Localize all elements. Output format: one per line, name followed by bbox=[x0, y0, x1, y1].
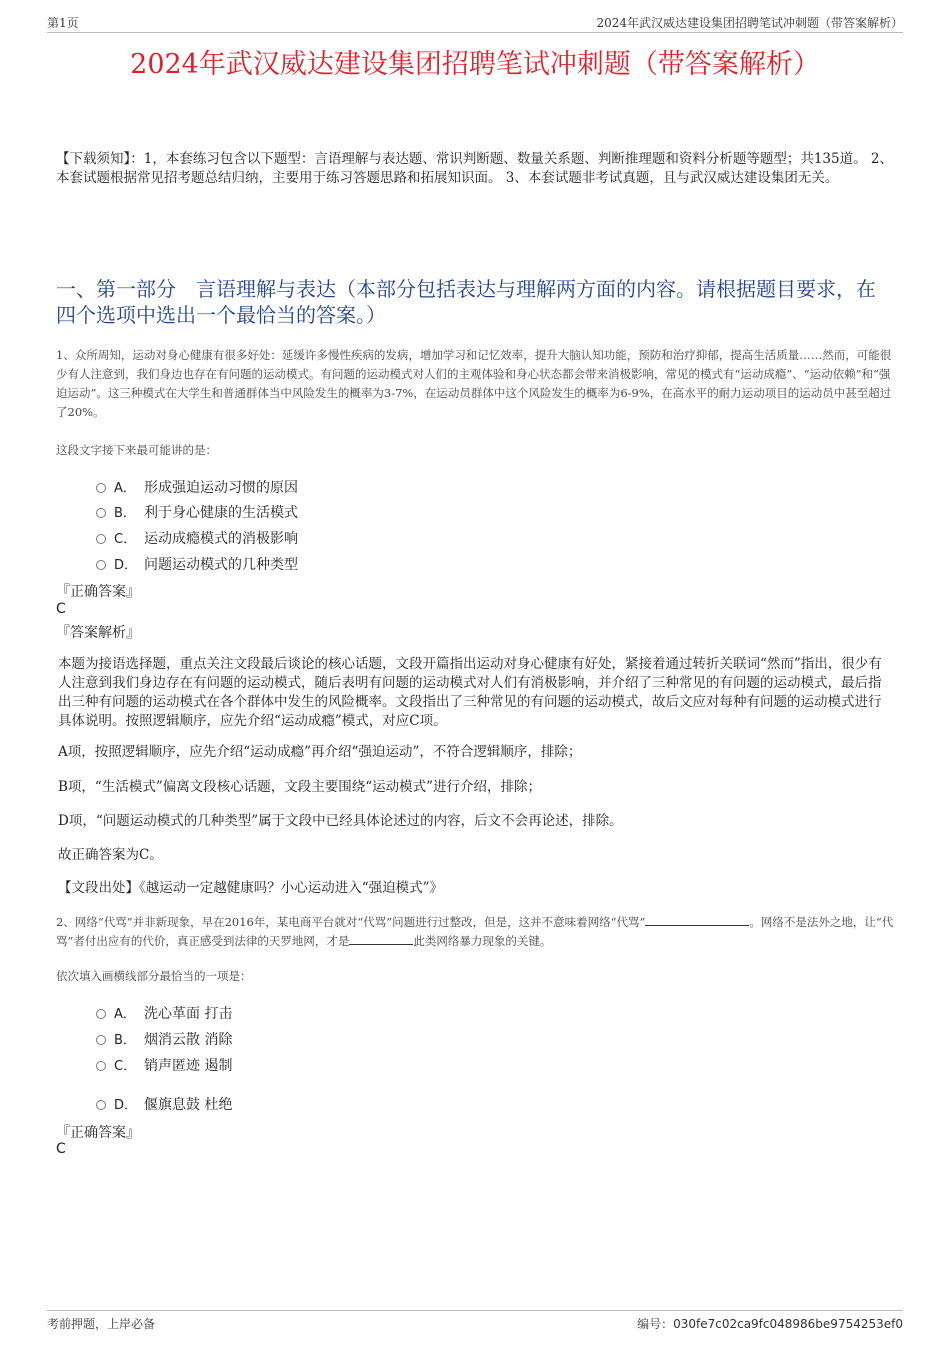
page-title: 2024年武汉威达建设集团招聘笔试冲刺题（带答案解析） bbox=[130, 49, 820, 80]
question-2-answer: C bbox=[56, 1141, 66, 1157]
question-2-prompt: 依次填入画横线部分最恰当的一项是： bbox=[56, 969, 252, 983]
question-2-answer-label: 『正确答案』 bbox=[56, 1125, 140, 1141]
question-2-option-d[interactable]: D． 偃旗息鼓 杜绝 bbox=[96, 1094, 232, 1114]
fill-blank-1[interactable] bbox=[645, 914, 749, 926]
radio-icon[interactable] bbox=[96, 560, 106, 570]
radio-icon[interactable] bbox=[96, 1061, 106, 1071]
question-1-analysis-label: 『答案解析』 bbox=[56, 625, 140, 641]
radio-icon[interactable] bbox=[96, 1035, 106, 1045]
question-1-conclusion: 故正确答案为C。 bbox=[58, 847, 163, 863]
download-notice: 【下载须知】：1，本套练习包含以下题型：言语理解与表达题、常识判断题、数量关系题、判断推理题和资料分析题等题型；共135道。 2、本套试题根据常见招考题总结归纳，主要用于练习答题思路和拓展知识面。 3、本套试题非考试真题，且与武汉威达建设集团无关。 bbox=[56, 151, 893, 186]
question-1-analysis-a: A项，按照逻辑顺序，应先介绍“运动成瘾”再介绍“强迫运动”，不符合逻辑顺序，排除； bbox=[58, 744, 582, 760]
radio-icon[interactable] bbox=[96, 534, 106, 544]
question-1-prompt: 这段文字接下来最可能讲的是： bbox=[56, 443, 217, 457]
question-2-stem: 2、网络“代骂”并非新现象，早在2016年，某电商平台就对“代骂”问题进行过整改，但是，这并不意味着网络“代骂” 。网络不是法外之地，让“代骂”者付出应有的代价，真正感受到法律的天罗地网，才是 此类网络暴力现象的关键。 bbox=[56, 915, 894, 948]
radio-icon[interactable] bbox=[96, 1009, 106, 1019]
footer-code: 编号：030fe7c02ca9fc048986be9754253ef0 bbox=[637, 1317, 903, 1331]
question-1-analysis-main: 本题为接语选择题，重点关注文段最后谈论的核心话题，文段开篇指出运动对身心健康有好处，紧接着通过转折关联词“然而”指出，很少有人注意到我们身边存在有问题的运动模式，随后表明有问题的运动模式对人们有消极影响，并介绍了三种常见的有问题的运动模式，最后指出三种有问题的运动模式在各个群体中发生的风险概率。文段指出了三种常见的有问题的运动模式，故后文应对每种有问题的运动模式进行具体说明。按照逻辑顺序，应先介绍“运动成瘾”模式，对应C项。 bbox=[58, 656, 882, 729]
question-1-answer: C bbox=[56, 601, 66, 617]
footer-slogan: 考前押题，上岸必备 bbox=[47, 1317, 156, 1331]
question-1-answer-label: 『正确答案』 bbox=[56, 584, 140, 600]
question-1-option-c[interactable]: C． 运动成瘾模式的消极影响 bbox=[96, 528, 298, 548]
page-header bbox=[47, 14, 903, 33]
question-2-option-a[interactable]: A． 洗心革面 打击 bbox=[96, 1003, 232, 1023]
question-1-stem: 1、众所周知，运动对身心健康有很多好处：延缓许多慢性疾病的发病，增加学习和记忆效率，提升大脑认知功能，预防和治疗抑郁，提高生活质量……然而，可能很少有人注意到，我们身边也存在有问题的运动模式。有问题的运动模式对人们的主观体验和身心状态都会带来消极影响，常见的模式有“运动成瘾”、“运动依赖”和“强迫运动”。这三种模式在大学生和普通群体当中风险发生的概率为3-7%，在运动员群体中这个风险发生的概率为6-9%，在高水平的耐力运动项目的运动员中甚至超过了20%。 bbox=[56, 348, 892, 419]
question-1-source: 【文段出处】《越运动一定越健康吗？小心运动进入“强迫模式”》 bbox=[58, 880, 444, 896]
question-1-option-b[interactable]: B． 利于身心健康的生活模式 bbox=[96, 502, 298, 522]
fill-blank-2[interactable] bbox=[349, 933, 413, 945]
question-1-analysis-b: B项，“生活模式”偏离文段核心话题，文段主要围绕“运动模式”进行介绍，排除； bbox=[58, 779, 542, 795]
question-1-option-d[interactable]: D． 问题运动模式的几种类型 bbox=[96, 554, 298, 574]
question-2-option-c[interactable]: C． 销声匿迹 遏制 bbox=[96, 1055, 232, 1075]
radio-icon[interactable] bbox=[96, 483, 106, 493]
section-heading: 一、第一部分 言语理解与表达（本部分包括表达与理解两方面的内容。请根据题目要求，在四个选项中选出一个最恰当的答案。） bbox=[56, 277, 876, 327]
header-page-number: 第1页 bbox=[47, 16, 79, 30]
question-1-analysis-d: D项，“问题运动模式的几种类型”属于文段中已经具体论述过的内容，后文不会再论述，排除。 bbox=[58, 813, 623, 829]
radio-icon[interactable] bbox=[96, 1100, 106, 1110]
page-footer bbox=[47, 1310, 903, 1333]
radio-icon[interactable] bbox=[96, 508, 106, 518]
question-2-option-b[interactable]: B． 烟消云散 消除 bbox=[96, 1029, 232, 1049]
question-1-option-a[interactable]: A． 形成强迫运动习惯的原因 bbox=[96, 477, 298, 497]
header-doc-title: 2024年武汉威达建设集团招聘笔试冲刺题（带答案解析） bbox=[596, 16, 903, 30]
